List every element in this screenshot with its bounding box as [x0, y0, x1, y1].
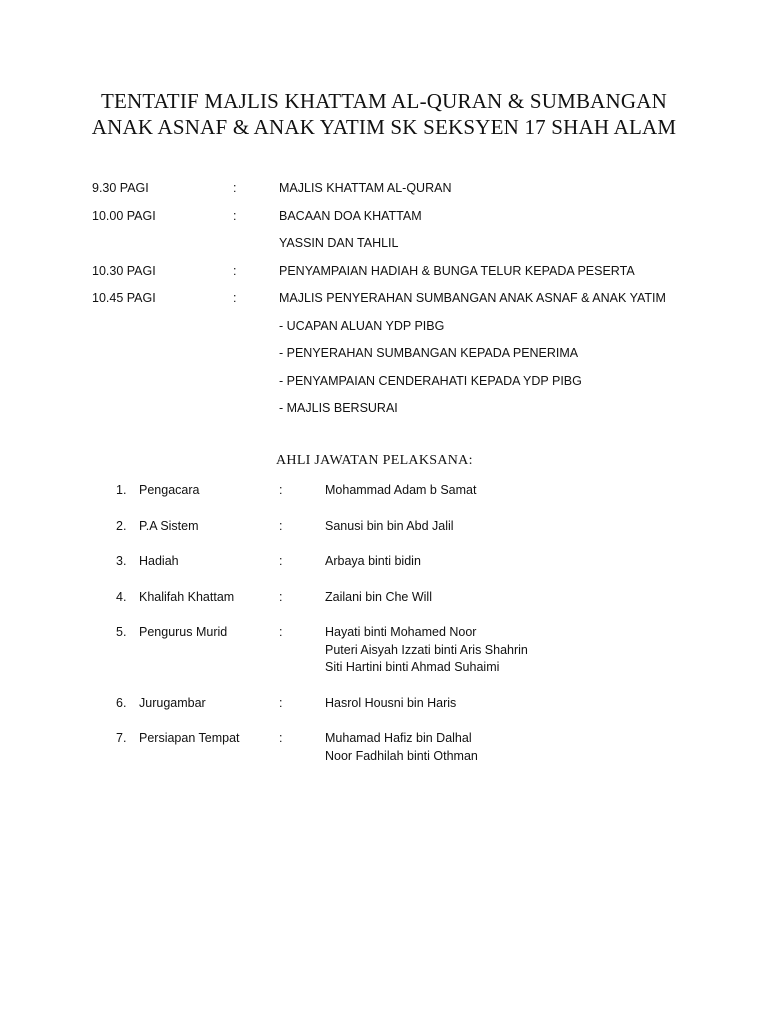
committee-member-name: Mohammad Adam b Samat — [325, 483, 477, 497]
committee-colon: : — [279, 695, 283, 710]
schedule-activity: BACAAN DOA KHATTAM — [279, 208, 422, 223]
title-line-2: ANAK ASNAF & ANAK YATIM SK SEKSYEN 17 SHAH ALAM — [91, 115, 677, 139]
committee-member-name: Noor Fadhilah binti Othman — [325, 748, 478, 763]
schedule-time: 10.45 PAGI — [92, 291, 156, 305]
committee-names — [325, 624, 736, 677]
committee-row — [116, 730, 736, 765]
committee-row — [116, 624, 736, 677]
committee-row — [116, 695, 736, 713]
committee-names — [325, 553, 736, 571]
committee-names — [325, 589, 736, 607]
schedule-row — [92, 318, 732, 346]
committee-colon: : — [279, 589, 283, 604]
committee-number: 6. — [116, 695, 127, 710]
committee-member-name: Sanusi bin bin Abd Jalil — [325, 518, 454, 533]
schedule-activity: MAJLIS KHATTAM AL-QURAN — [279, 181, 452, 195]
committee-title: AHLI JAWATAN PELAKSANA: — [276, 453, 473, 468]
committee-names — [325, 482, 736, 500]
schedule-activity: - MAJLIS BERSURAI — [279, 401, 398, 415]
committee-number: 1. — [116, 483, 127, 497]
schedule-activity: YASSIN DAN TAHLIL — [279, 236, 399, 250]
schedule-row — [92, 263, 732, 291]
committee-names — [325, 695, 736, 713]
schedule-activity: - UCAPAN ALUAN YDP PIBG — [279, 318, 445, 333]
schedule-row — [92, 235, 732, 263]
schedule-activity: - PENYERAHAN SUMBANGAN KEPADA PENERIMA — [279, 346, 579, 360]
committee-member-name: Hayati binti Mohamed Noor — [325, 625, 477, 639]
schedule-row — [92, 180, 732, 208]
committee-role: Hadiah — [139, 554, 179, 568]
committee-colon: : — [279, 625, 283, 639]
committee-member-name: Arbaya binti bidin — [325, 554, 421, 568]
title-line-1: TENTATIF MAJLIS KHATTAM AL-QURAN & SUMBANGAN — [100, 89, 668, 113]
committee-row — [116, 518, 736, 536]
committee-role: Persiapan Tempat — [139, 731, 240, 745]
schedule-activity: PENYAMPAIAN HADIAH & BUNGA TELUR KEPADA PESERTA — [279, 263, 635, 278]
schedule-row — [92, 373, 732, 401]
committee-colon: : — [279, 731, 283, 745]
schedule-time: 9.30 PAGI — [92, 181, 149, 195]
document-title — [0, 88, 768, 140]
committee-role: Pengurus Murid — [139, 625, 228, 639]
committee-number: 5. — [116, 625, 127, 639]
committee-colon: : — [279, 518, 283, 533]
committee-role: Pengacara — [139, 483, 200, 497]
committee-role: Jurugambar — [139, 695, 206, 710]
committee-list — [116, 482, 736, 783]
committee-names — [325, 730, 736, 765]
schedule-activity: - PENYAMPAIAN CENDERAHATI KEPADA YDP PIBG — [279, 373, 582, 388]
committee-colon: : — [279, 554, 283, 568]
schedule-row — [92, 345, 732, 373]
committee-number: 7. — [116, 731, 127, 745]
committee-member-name: Puteri Aisyah Izzati binti Aris Shahrin — [325, 642, 528, 657]
committee-role: P.A Sistem — [139, 518, 199, 533]
schedule-activity: MAJLIS PENYERAHAN SUMBANGAN ANAK ASNAF & ANAK YATIM — [279, 291, 666, 305]
schedule — [92, 180, 732, 428]
schedule-row — [92, 208, 732, 236]
committee-number: 2. — [116, 518, 127, 533]
schedule-row — [92, 400, 732, 428]
committee-row — [116, 589, 736, 607]
committee-number: 3. — [116, 554, 127, 568]
committee-member-name: Siti Hartini binti Ahmad Suhaimi — [325, 660, 500, 674]
committee-role: Khalifah Khattam — [139, 589, 235, 604]
committee-colon: : — [279, 483, 283, 497]
schedule-time: 10.30 PAGI — [92, 263, 156, 278]
committee-names — [325, 518, 736, 536]
schedule-colon: : — [233, 181, 237, 195]
schedule-time: 10.00 PAGI — [92, 208, 156, 223]
schedule-colon: : — [233, 208, 237, 223]
committee-row — [116, 482, 736, 500]
schedule-colon: : — [233, 263, 237, 278]
committee-row — [116, 553, 736, 571]
committee-member-name: Zailani bin Che Will — [325, 589, 432, 604]
committee-member-name: Muhamad Hafiz bin Dalhal — [325, 731, 472, 745]
schedule-row — [92, 290, 732, 318]
schedule-colon: : — [233, 291, 237, 305]
committee-member-name: Hasrol Housni bin Haris — [325, 695, 457, 710]
committee-number: 4. — [116, 589, 127, 604]
